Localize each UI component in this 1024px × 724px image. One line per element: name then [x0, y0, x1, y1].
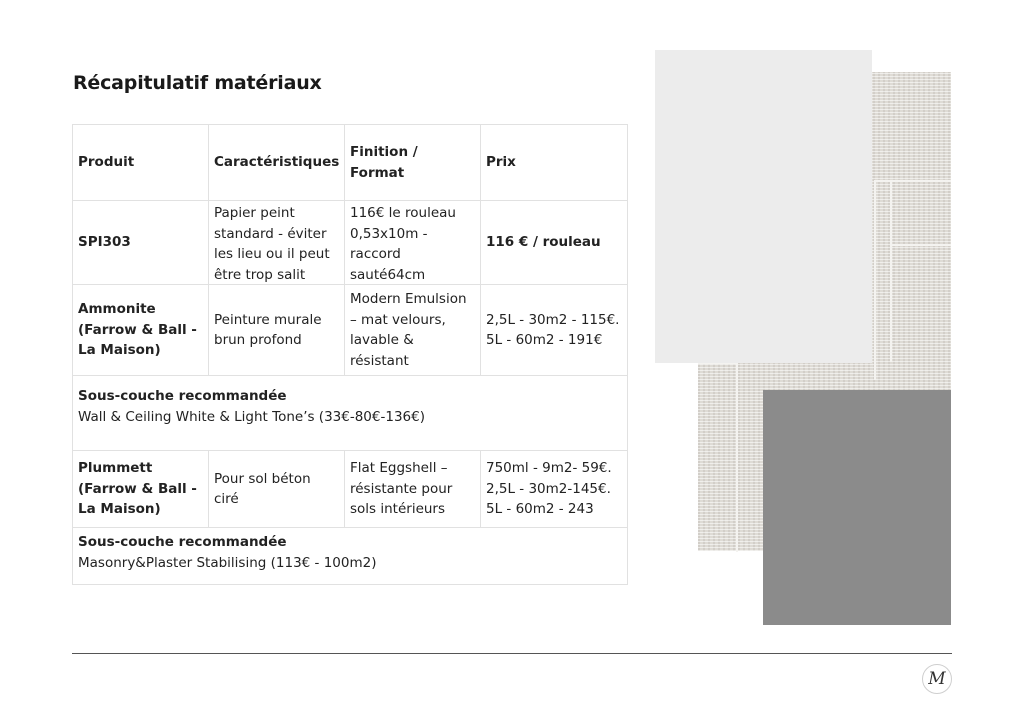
product-name: SPI303	[73, 201, 209, 285]
price-line: 5L - 60m2 - 191€	[486, 332, 603, 348]
page-title: Récapitulatif matériaux	[73, 72, 322, 94]
undercoat-text: Wall & Ceiling White & Light Tone’s (33€-80€-136€)	[78, 408, 425, 425]
price-line: 750ml - 9m2- 59€.	[486, 460, 612, 477]
product-name: Plummett (Farrow & Ball - La Maison)	[73, 451, 209, 528]
texture-seam	[874, 180, 951, 182]
table-row	[73, 201, 628, 285]
product-finish	[345, 201, 481, 285]
header-characteristics: Caractéristiques	[209, 125, 345, 201]
undercoat-text: Masonry&Plaster Stabilising (113€ - 100m2)	[78, 554, 377, 571]
cell-text: 116€ le rouleau 0,53x10m - raccord sauté64cm	[350, 205, 456, 283]
light-paint-swatch	[655, 50, 872, 363]
texture-seam	[736, 362, 738, 552]
product-characteristics: Peinture murale brun profond	[209, 285, 345, 376]
undercoat-label: Sous-couche recommandée	[78, 534, 287, 550]
footer-divider	[72, 653, 952, 654]
materials-table	[72, 124, 628, 585]
product-characteristics	[209, 201, 345, 285]
texture-seam	[890, 244, 951, 246]
cell-text: Papier peint standard - éviter les lieu ou il peut être trop salit	[214, 205, 330, 283]
header-finish: Finition / Format	[345, 125, 481, 201]
texture-seam	[874, 180, 876, 380]
undercoat-row	[73, 528, 628, 585]
table-row	[73, 285, 628, 376]
header-price: Prix	[481, 125, 628, 201]
product-price: 116 € / rouleau	[481, 201, 628, 285]
undercoat-cell	[73, 376, 628, 451]
table-header-row	[73, 125, 628, 201]
undercoat-label: Sous-couche recommandée	[78, 388, 287, 404]
undercoat-row	[73, 376, 628, 451]
undercoat-cell	[73, 528, 628, 585]
product-finish: Flat Eggshell – résistante pour sols intérieurs	[345, 451, 481, 528]
product-price	[481, 285, 628, 376]
price-line: 2,5L - 30m2-145€.	[486, 480, 611, 497]
price-line: 2,5L - 30m2 - 115€.	[486, 311, 620, 328]
product-name: Ammonite (Farrow & Ball - La Maison)	[73, 285, 209, 376]
dark-paint-swatch	[763, 390, 951, 625]
product-finish: Modern Emulsion – mat velours, lavable & résistant	[345, 285, 481, 376]
product-price	[481, 451, 628, 528]
header-product: Produit	[73, 125, 209, 201]
price-line: 5L - 60m2 - 243	[486, 501, 594, 518]
table-row	[73, 451, 628, 528]
brand-logo: M	[922, 664, 952, 694]
product-characteristics: Pour sol béton ciré	[209, 451, 345, 528]
texture-seam	[890, 182, 892, 362]
